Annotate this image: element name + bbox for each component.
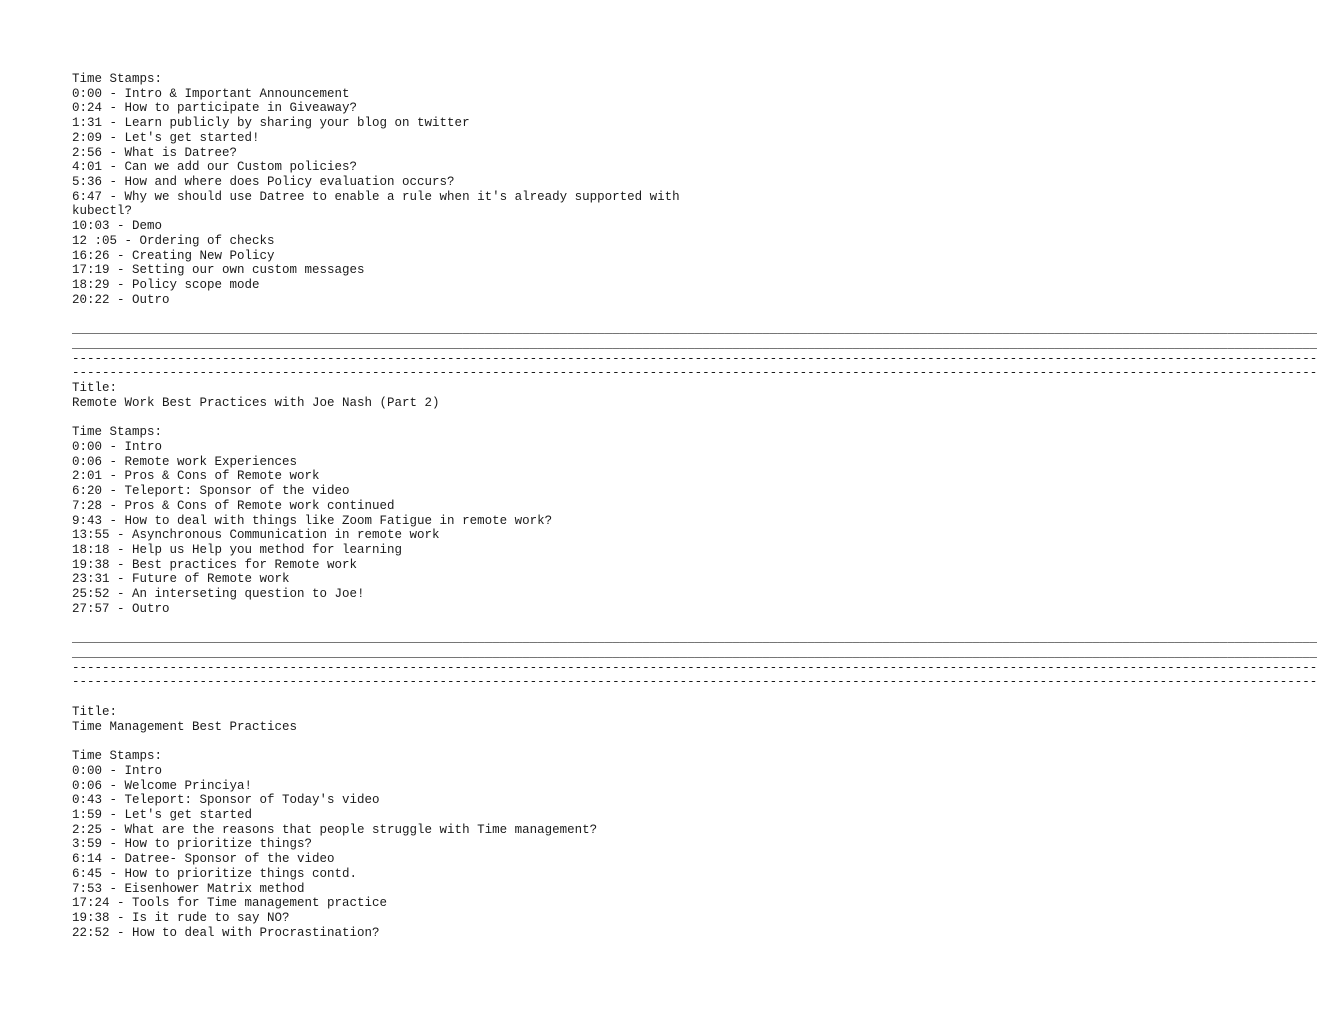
- separator-underscore: ______________________________________________________________________________________________________________________________________________________________________: [72, 646, 1317, 661]
- timestamp-item: 0:00 - Intro: [72, 763, 163, 778]
- timestamp-item: 18:18 - Help us Help you method for learning: [72, 543, 403, 557]
- section-remote-work: [72, 381, 712, 617]
- timestamps-heading: Time Stamps:: [72, 425, 163, 440]
- timestamp-item: 0:06 - Welcome Princiya!: [72, 778, 253, 793]
- timestamp-item: 6:14 - Datree- Sponsor of the video: [72, 852, 335, 867]
- timestamp-item: 2:09 - Let's get started!: [72, 130, 260, 145]
- separator-underscore: ______________________________________________________________________________________________________________________________________________________________________: [72, 336, 1317, 351]
- timestamps-heading: Time Stamps:: [72, 749, 163, 764]
- timestamp-item: 2:56 - What is Datree?: [72, 145, 238, 160]
- timestamp-item: 25:52 - An interseting question to Joe!: [72, 587, 365, 602]
- timestamp-item: 7:53 - Eisenhower Matrix method: [72, 881, 305, 896]
- timestamp-item: 17:24 - Tools for Time management practice: [72, 896, 388, 911]
- separator-underscore: ______________________________________________________________________________________________________________________________________________________________________: [72, 631, 1317, 646]
- separator-dash: ----------------------------------------------------------------------------------------------------------------------------------------------------------------------: [72, 660, 1317, 675]
- separator-dash: ----------------------------------------------------------------------------------------------------------------------------------------------------------------------: [72, 351, 1317, 366]
- timestamp-item: 0:06 - Remote work Experiences: [72, 454, 298, 469]
- timestamp-item: 17:19 - Setting our own custom messages: [72, 263, 365, 278]
- separator-underscore: ______________________________________________________________________________________________________________________________________________________________________: [72, 322, 1317, 337]
- video-title: Remote Work Best Practices with Joe Nash (Part 2): [72, 395, 440, 410]
- title-label: Title:: [72, 381, 118, 396]
- timestamp-item: 4:01 - Can we add our Custom policies?: [72, 160, 358, 175]
- timestamp-item: 0:43 - Teleport: Sponsor of Today's video: [72, 793, 380, 808]
- separator-dash: ----------------------------------------------------------------------------------------------------------------------------------------------------------------------: [72, 675, 1317, 690]
- timestamp-item: 1:31 - Learn publicly by sharing your blog on twitter: [72, 116, 470, 131]
- timestamp-item: 0:00 - Intro: [72, 439, 163, 454]
- timestamp-item: 0:00 - Intro & Important Announcement: [72, 86, 350, 101]
- timestamp-item: 6:20 - Teleport: Sponsor of the video: [72, 484, 350, 499]
- timestamp-item: 19:38 - Is it rude to say NO?: [72, 910, 290, 925]
- timestamp-item: 5:36 - How and where does Policy evaluation occurs?: [72, 175, 455, 190]
- timestamp-item: 20:22 - Outro: [72, 292, 170, 307]
- timestamp-item: 13:55 - Asynchronous Communication in remote work: [72, 528, 440, 543]
- title-label: Title:: [72, 704, 118, 719]
- timestamp-item: 27:57 - Outro: [72, 601, 170, 616]
- timestamp-item: 22:52 - How to deal with Procrastination?: [72, 925, 380, 940]
- separator-dash: ----------------------------------------------------------------------------------------------------------------------------------------------------------------------: [72, 366, 1317, 381]
- timestamp-item: 6:47 - Why we should use Datree to enable a rule when it's already supported with kubectl?: [72, 189, 688, 219]
- timestamp-item: 9:43 - How to deal with things like Zoom Fatigue in remote work?: [72, 513, 553, 528]
- timestamp-item: 23:31 - Future of Remote work: [72, 572, 290, 587]
- timestamp-item: 18:29 - Policy scope mode: [72, 278, 260, 293]
- timestamp-item: 12 :05 - Ordering of checks: [72, 233, 275, 248]
- timestamp-item: 0:24 - How to participate in Giveaway?: [72, 101, 358, 116]
- timestamp-item: 2:25 - What are the reasons that people struggle with Time management?: [72, 822, 598, 837]
- section-datree: [72, 72, 712, 308]
- timestamp-item: 10:03 - Demo: [72, 219, 163, 234]
- timestamp-item: 3:59 - How to prioritize things?: [72, 837, 313, 852]
- timestamps-heading: Time Stamps:: [72, 72, 163, 86]
- timestamp-item: 16:26 - Creating New Policy: [72, 248, 275, 263]
- section-time-management: [72, 705, 712, 941]
- timestamp-item: 6:45 - How to prioritize things contd.: [72, 866, 358, 881]
- document-page: [72, 72, 1317, 940]
- timestamp-item: 19:38 - Best practices for Remote work: [72, 557, 358, 572]
- video-title: Time Management Best Practices: [72, 719, 298, 734]
- timestamp-item: 1:59 - Let's get started: [72, 807, 253, 822]
- timestamp-item: 7:28 - Pros & Cons of Remote work continued: [72, 498, 395, 513]
- timestamp-item: 2:01 - Pros & Cons of Remote work: [72, 469, 320, 484]
